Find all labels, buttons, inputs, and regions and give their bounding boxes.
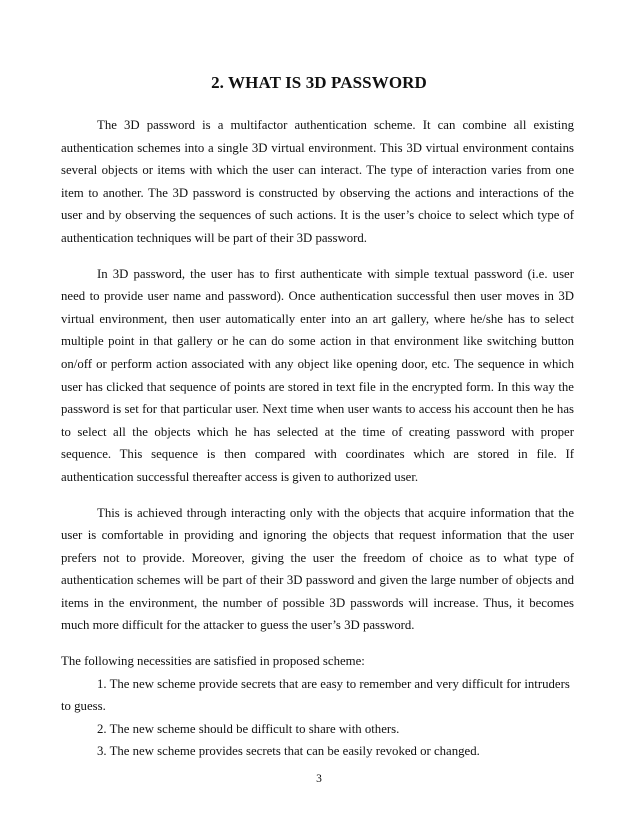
section-heading: 2. WHAT IS 3D PASSWORD [211,73,427,92]
paragraph-process: In 3D password, the user has to first authenticate with simple textual password (i.e. user need to provide user name and password). Once authentication successful then user moves in 3D virtual environment, then user automatically enter into an art gallery, where he/she has to select multiple point in that gallery or he can do some action in that environment like switching button on/off or perform action associated with any object like opening door, etc. The sequence in which user has clicked that sequence of points are stored in text file in the encrypted form. In this way the password is set for that particular user. Next time when user wants to access his account then he has to select all the objects which he has selected at the time of creating password with proper sequence. This sequence is then compared with coordinates which are stored in file. If authentication successful thereafter access is given to authorized user. [61,266,574,484]
list-item: 1. The new scheme provide secrets that are easy to remember and very difficult for intruders to guess. [61,676,570,714]
list-intro: The following necessities are satisfied in proposed scheme: [61,654,365,669]
body-text [61,114,574,763]
paragraph-intro: The 3D password is a multifactor authentication scheme. It can combine all existing authentication schemes into a single 3D virtual environment. This 3D virtual environment contains several objects or items with which the user can interact. The type of interaction varies from one item to another. The 3D password is constructed by observing the actions and interactions of the user and by observing the sequences of such actions. It is the user’s choice to select which type of authentication techniques will be part of their 3D password. [61,118,574,245]
page-number: 3 [316,773,322,785]
necessities-list [61,673,574,763]
list-item: 3. The new scheme provides secrets that can be easily revoked or changed. [97,744,480,759]
list-item: 2. The new scheme should be difficult to share with others. [97,721,400,736]
paragraph-benefits: This is achieved through interacting only with the objects that acquire information that the user is comfortable in providing and ignoring the objects that request information that the user prefers not to provide. Moreover, giving the user the freedom of choice as to what type of authentication schemes will be part of their 3D password and given the large number of objects and items in the environment, the number of possible 3D passwords will increase. Thus, it becomes much more difficult for the attacker to guess the user’s 3D password. [61,505,574,633]
